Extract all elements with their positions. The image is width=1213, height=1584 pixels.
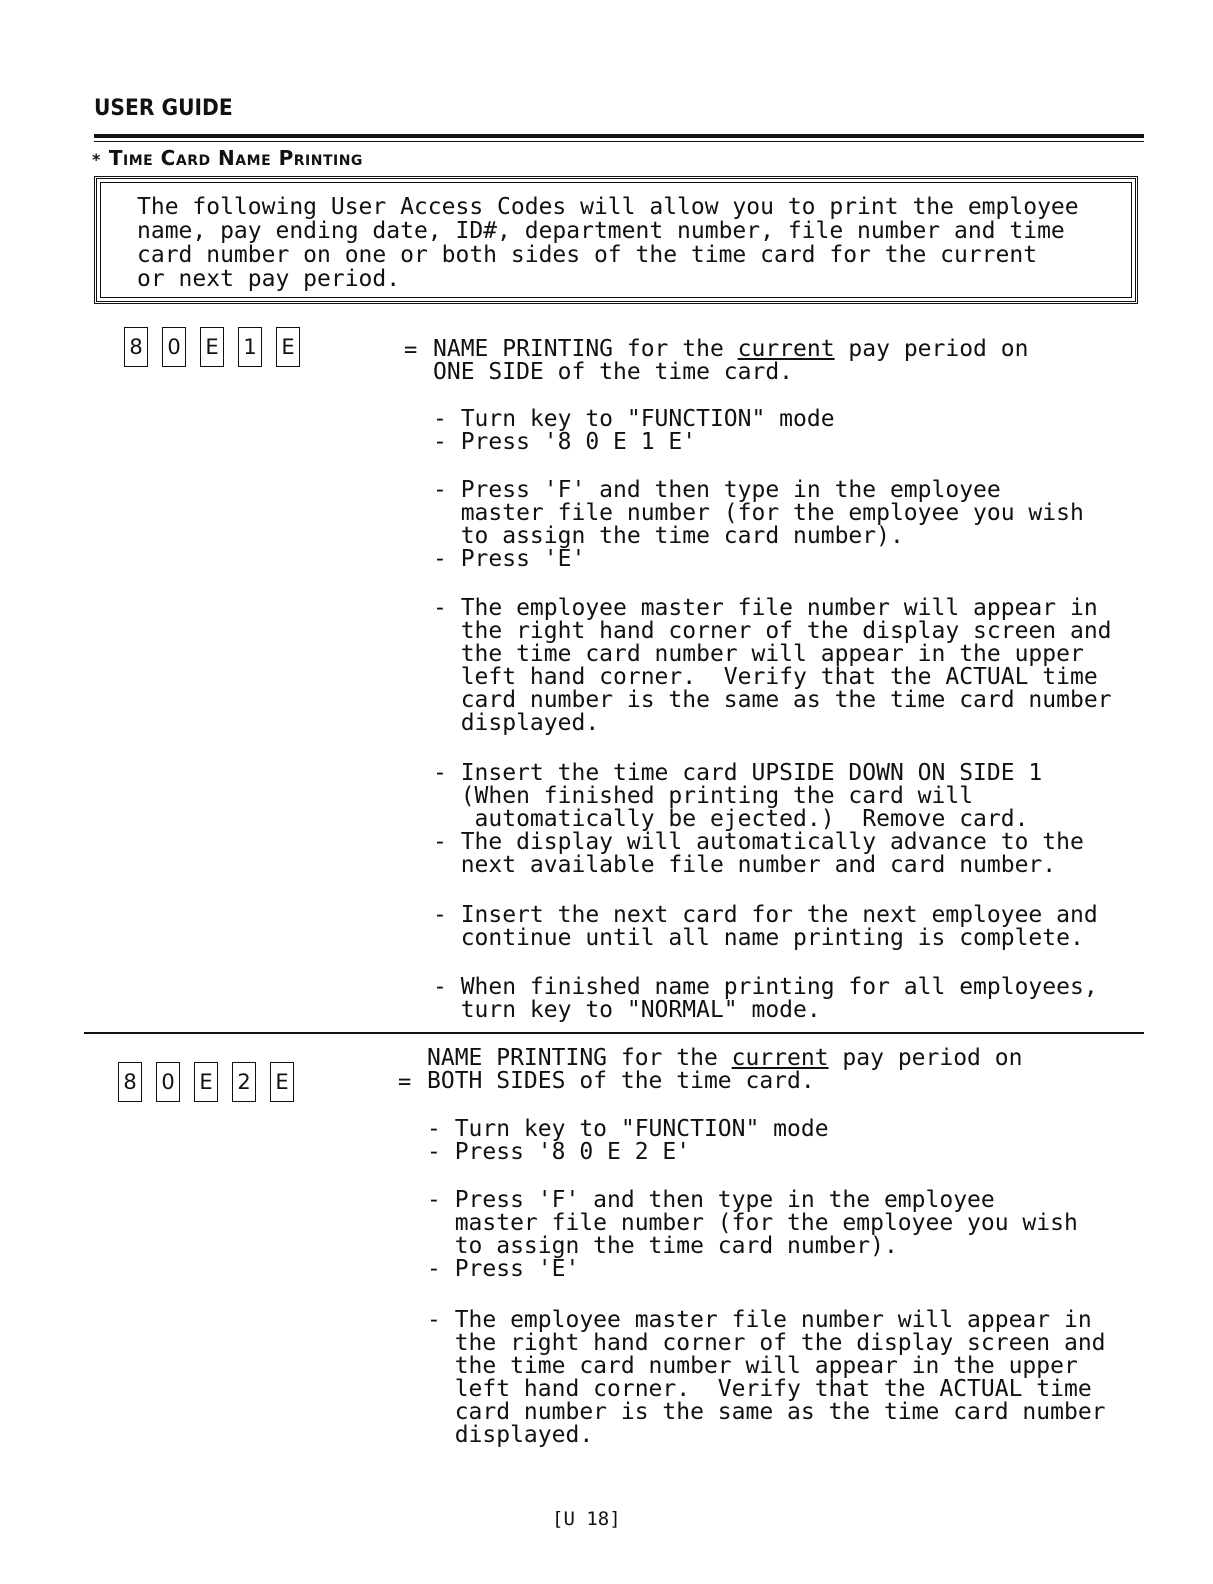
code-2-step-2: - Press 'F' and then type in the employee master file number (for the employee you wish to assign the time card number). - Press 'E' [427, 1187, 1078, 1282]
code-2-step-3: - The employee master file number will appear in the right hand corner of the display screen and the time card number will appear in the upper left hand corner. Verify that the ACTUAL time card number is the same as the time card number displayed. [427, 1307, 1106, 1448]
code-2-equals: = [398, 1070, 412, 1095]
code-1-step-5: - Insert the next card for the next employee and continue until all name printing is complete. [433, 902, 1098, 951]
code-1-keys [124, 327, 300, 367]
desc-before: NAME PRINTING for the [427, 1045, 732, 1071]
key-box: E [276, 327, 300, 367]
intro-text: The following User Access Codes will allow you to print the employee name, pay ending date, ID#, department number, file number and time card number on one or both sides of the time card for the current or next pay period. [137, 194, 1079, 292]
code-1-step-2: - Press 'F' and then type in the employee master file number (for the employee you wish to assign the time card number). - Press 'E' [433, 477, 1084, 572]
code-2-description [427, 1047, 1022, 1093]
section-heading-text: Time Card Name Printing [108, 146, 363, 170]
code-1-step-3: - The employee master file number will appear in the right hand corner of the display screen and the time card number will appear in the upper left hand corner. Verify that the ACTUAL time card number is the same as the time card number displayed. [433, 595, 1112, 736]
header-rule-thick [94, 134, 1144, 138]
section-divider [84, 1032, 1144, 1034]
desc-underline: current [731, 1045, 829, 1071]
section-heading [92, 146, 363, 170]
desc-after: pay period on [828, 1045, 1023, 1071]
code-1-equals: = [404, 338, 418, 363]
key-box: 0 [162, 327, 186, 367]
key-box: E [200, 327, 224, 367]
code-2-step-1: - Turn key to "FUNCTION" mode - Press '8 0 E 2 E' [427, 1116, 829, 1165]
key-box: 8 [124, 327, 148, 367]
key-box: 0 [156, 1062, 180, 1102]
code-1-step-6: - When finished name printing for all employees, turn key to "NORMAL" mode. [433, 974, 1098, 1023]
code-1-step-1: - Turn key to "FUNCTION" mode - Press '8 0 E 1 E' [433, 406, 835, 455]
header-rule-thin [94, 141, 1144, 142]
key-box: 8 [118, 1062, 142, 1102]
code-1-description [433, 338, 1028, 384]
code-1-step-4: - Insert the time card UPSIDE DOWN ON SIDE 1 (When finished printing the card will automatically be ejected.) Remove card. - The display will automatically advance to the next available file number and card number. [433, 760, 1084, 878]
intro-box [94, 176, 1138, 304]
code-2-keys [118, 1062, 294, 1102]
desc-after: pay period on [834, 336, 1029, 362]
desc-line2: BOTH SIDES of the time card. [427, 1068, 815, 1094]
page-title: USER GUIDE [94, 96, 233, 121]
key-box: 1 [238, 327, 262, 367]
page-number: [U 18] [552, 1508, 621, 1530]
desc-line2: ONE SIDE of the time card. [433, 359, 794, 385]
desc-underline: current [737, 336, 835, 362]
key-box: E [194, 1062, 218, 1102]
key-box: 2 [232, 1062, 256, 1102]
key-box: E [270, 1062, 294, 1102]
star-icon: * [92, 150, 101, 169]
desc-before: NAME PRINTING for the [433, 336, 738, 362]
